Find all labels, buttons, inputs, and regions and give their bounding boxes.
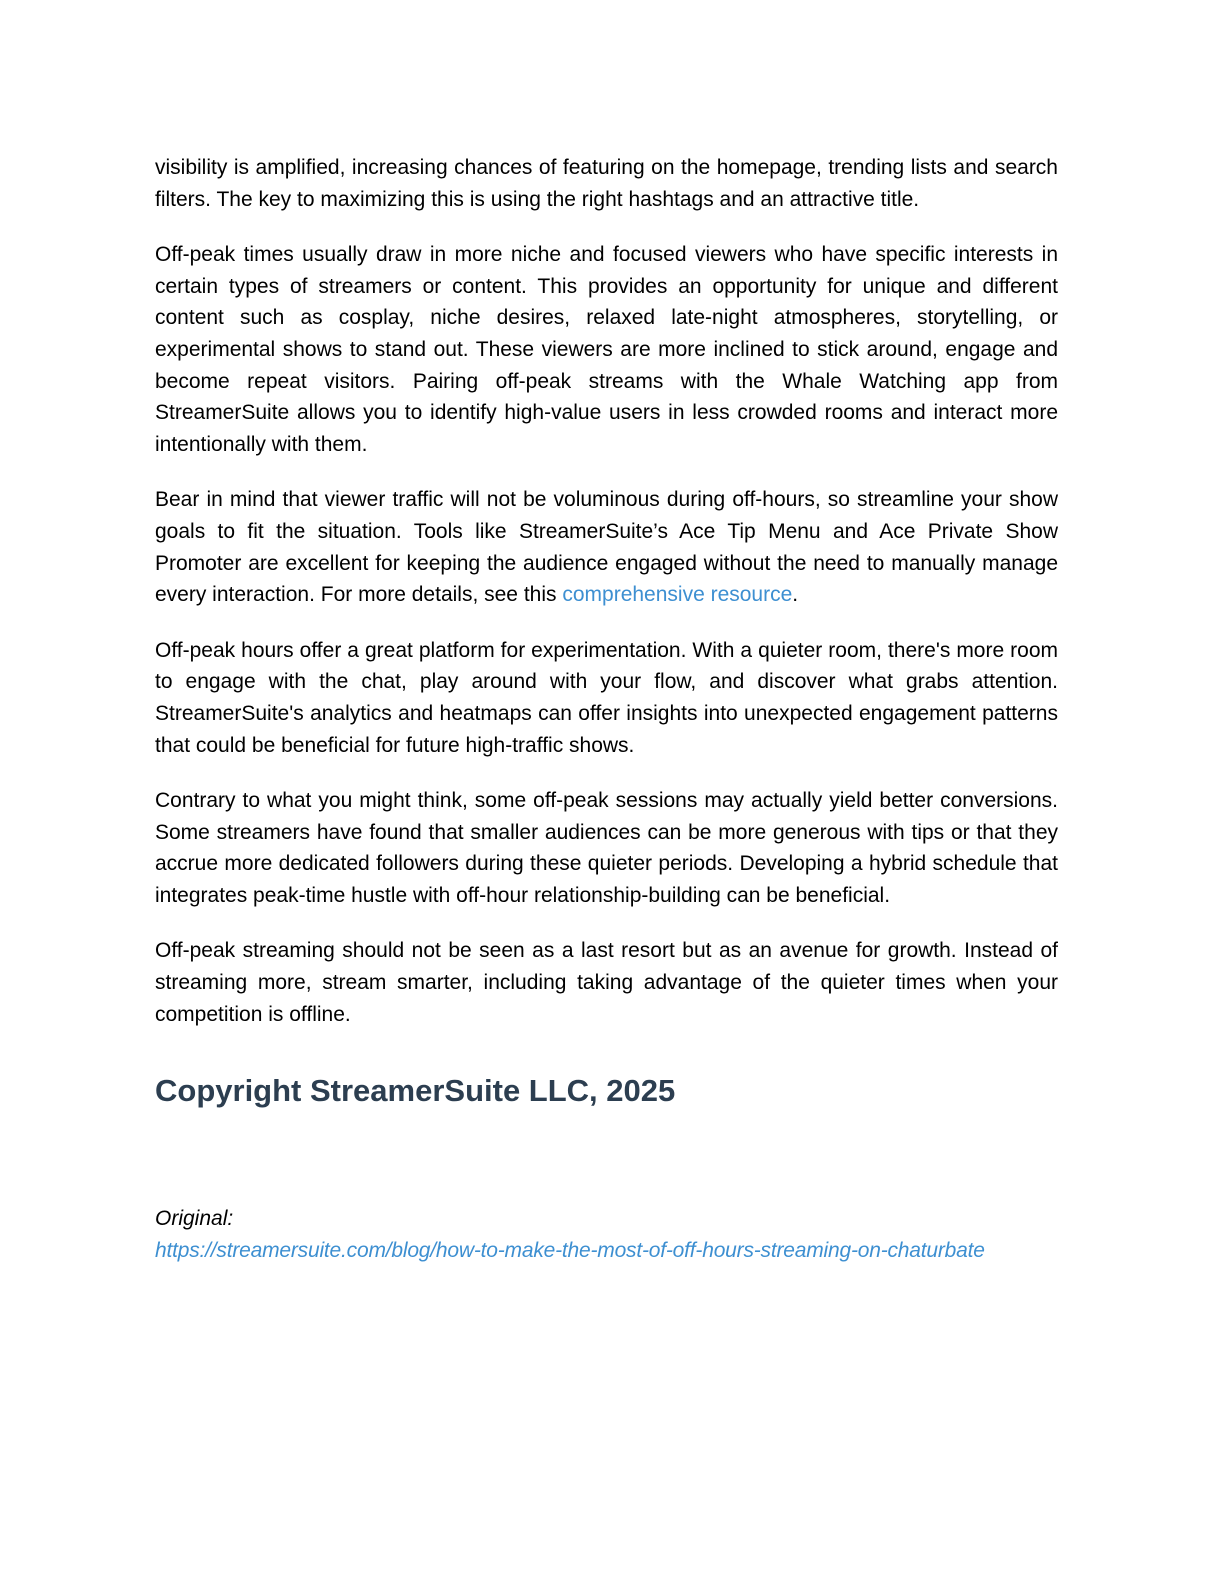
paragraph-niche-viewers: Off-peak times usually draw in more niche and focused viewers who have specific interests in certain types of streamers or content. This provides an opportunity for unique and different content such as cosplay, niche desires, relaxed late-night atmospheres, storytelling, or experimental shows to stand out. These viewers are more inclined to stick around, engage and become repeat visitors. Pairing off-peak streams with the Whale Watching app from StreamerSuite allows you to identify high-value users in less crowded rooms and interact more intentionally with them. [155,242,1058,457]
copyright-heading: Copyright StreamerSuite LLC, 2025 [155,1073,676,1109]
original-url-link[interactable]: https://streamersuite.com/blog/how-to-make-the-most-of-off-hours-streaming-on-chaturbate [155,1239,985,1263]
paragraph-conversions: Contrary to what you might think, some off-peak sessions may actually yield better conversions. Some streamers have found that smaller audiences can be more generous with tips or that they accrue more dedicated followers during these quieter periods. Developing a hybrid schedule that integrates peak-time hustle with off-hour relationship-building can be beneficial. [155,788,1058,908]
paragraph-experimentation: Off-peak hours offer a great platform for experimentation. With a quieter room, there's more room to engage with the chat, play around with your flow, and discover what grabs attention. StreamerSuite's analytics and heatmaps can offer insights into unexpected engagement patterns that could be beneficial for future high-traffic shows. [155,638,1058,757]
original-source [155,1203,1058,1266]
original-label: Original: [155,1207,234,1231]
paragraph-viewer-traffic [155,484,1058,611]
paragraph-visibility: visibility is amplified, increasing chances of featuring on the homepage, trending lists and search filters. The key to maximizing this is using the right hashtags and an attractive title. [155,156,1058,211]
comprehensive-resource-link[interactable]: comprehensive resource [562,583,793,607]
document-page [155,152,1058,1267]
paragraph-growth: Off-peak streaming should not be seen as a last resort but as an avenue for growth. Instead of streaming more, stream smarter, including taking advantage of the quieter times when your competition is offline. [155,939,1058,1026]
paragraph-viewer-traffic-end: . [792,583,799,607]
paragraph-viewer-traffic-text: Bear in mind that viewer traffic will not be voluminous during off-hours, so streamline your show goals to fit the situation. Tools like StreamerSuite’s Ace Tip Menu and Ace Private Show Promoter are excellent for keeping the audience engaged without the need to manually manage every interaction. For more details, see this [155,488,1058,607]
